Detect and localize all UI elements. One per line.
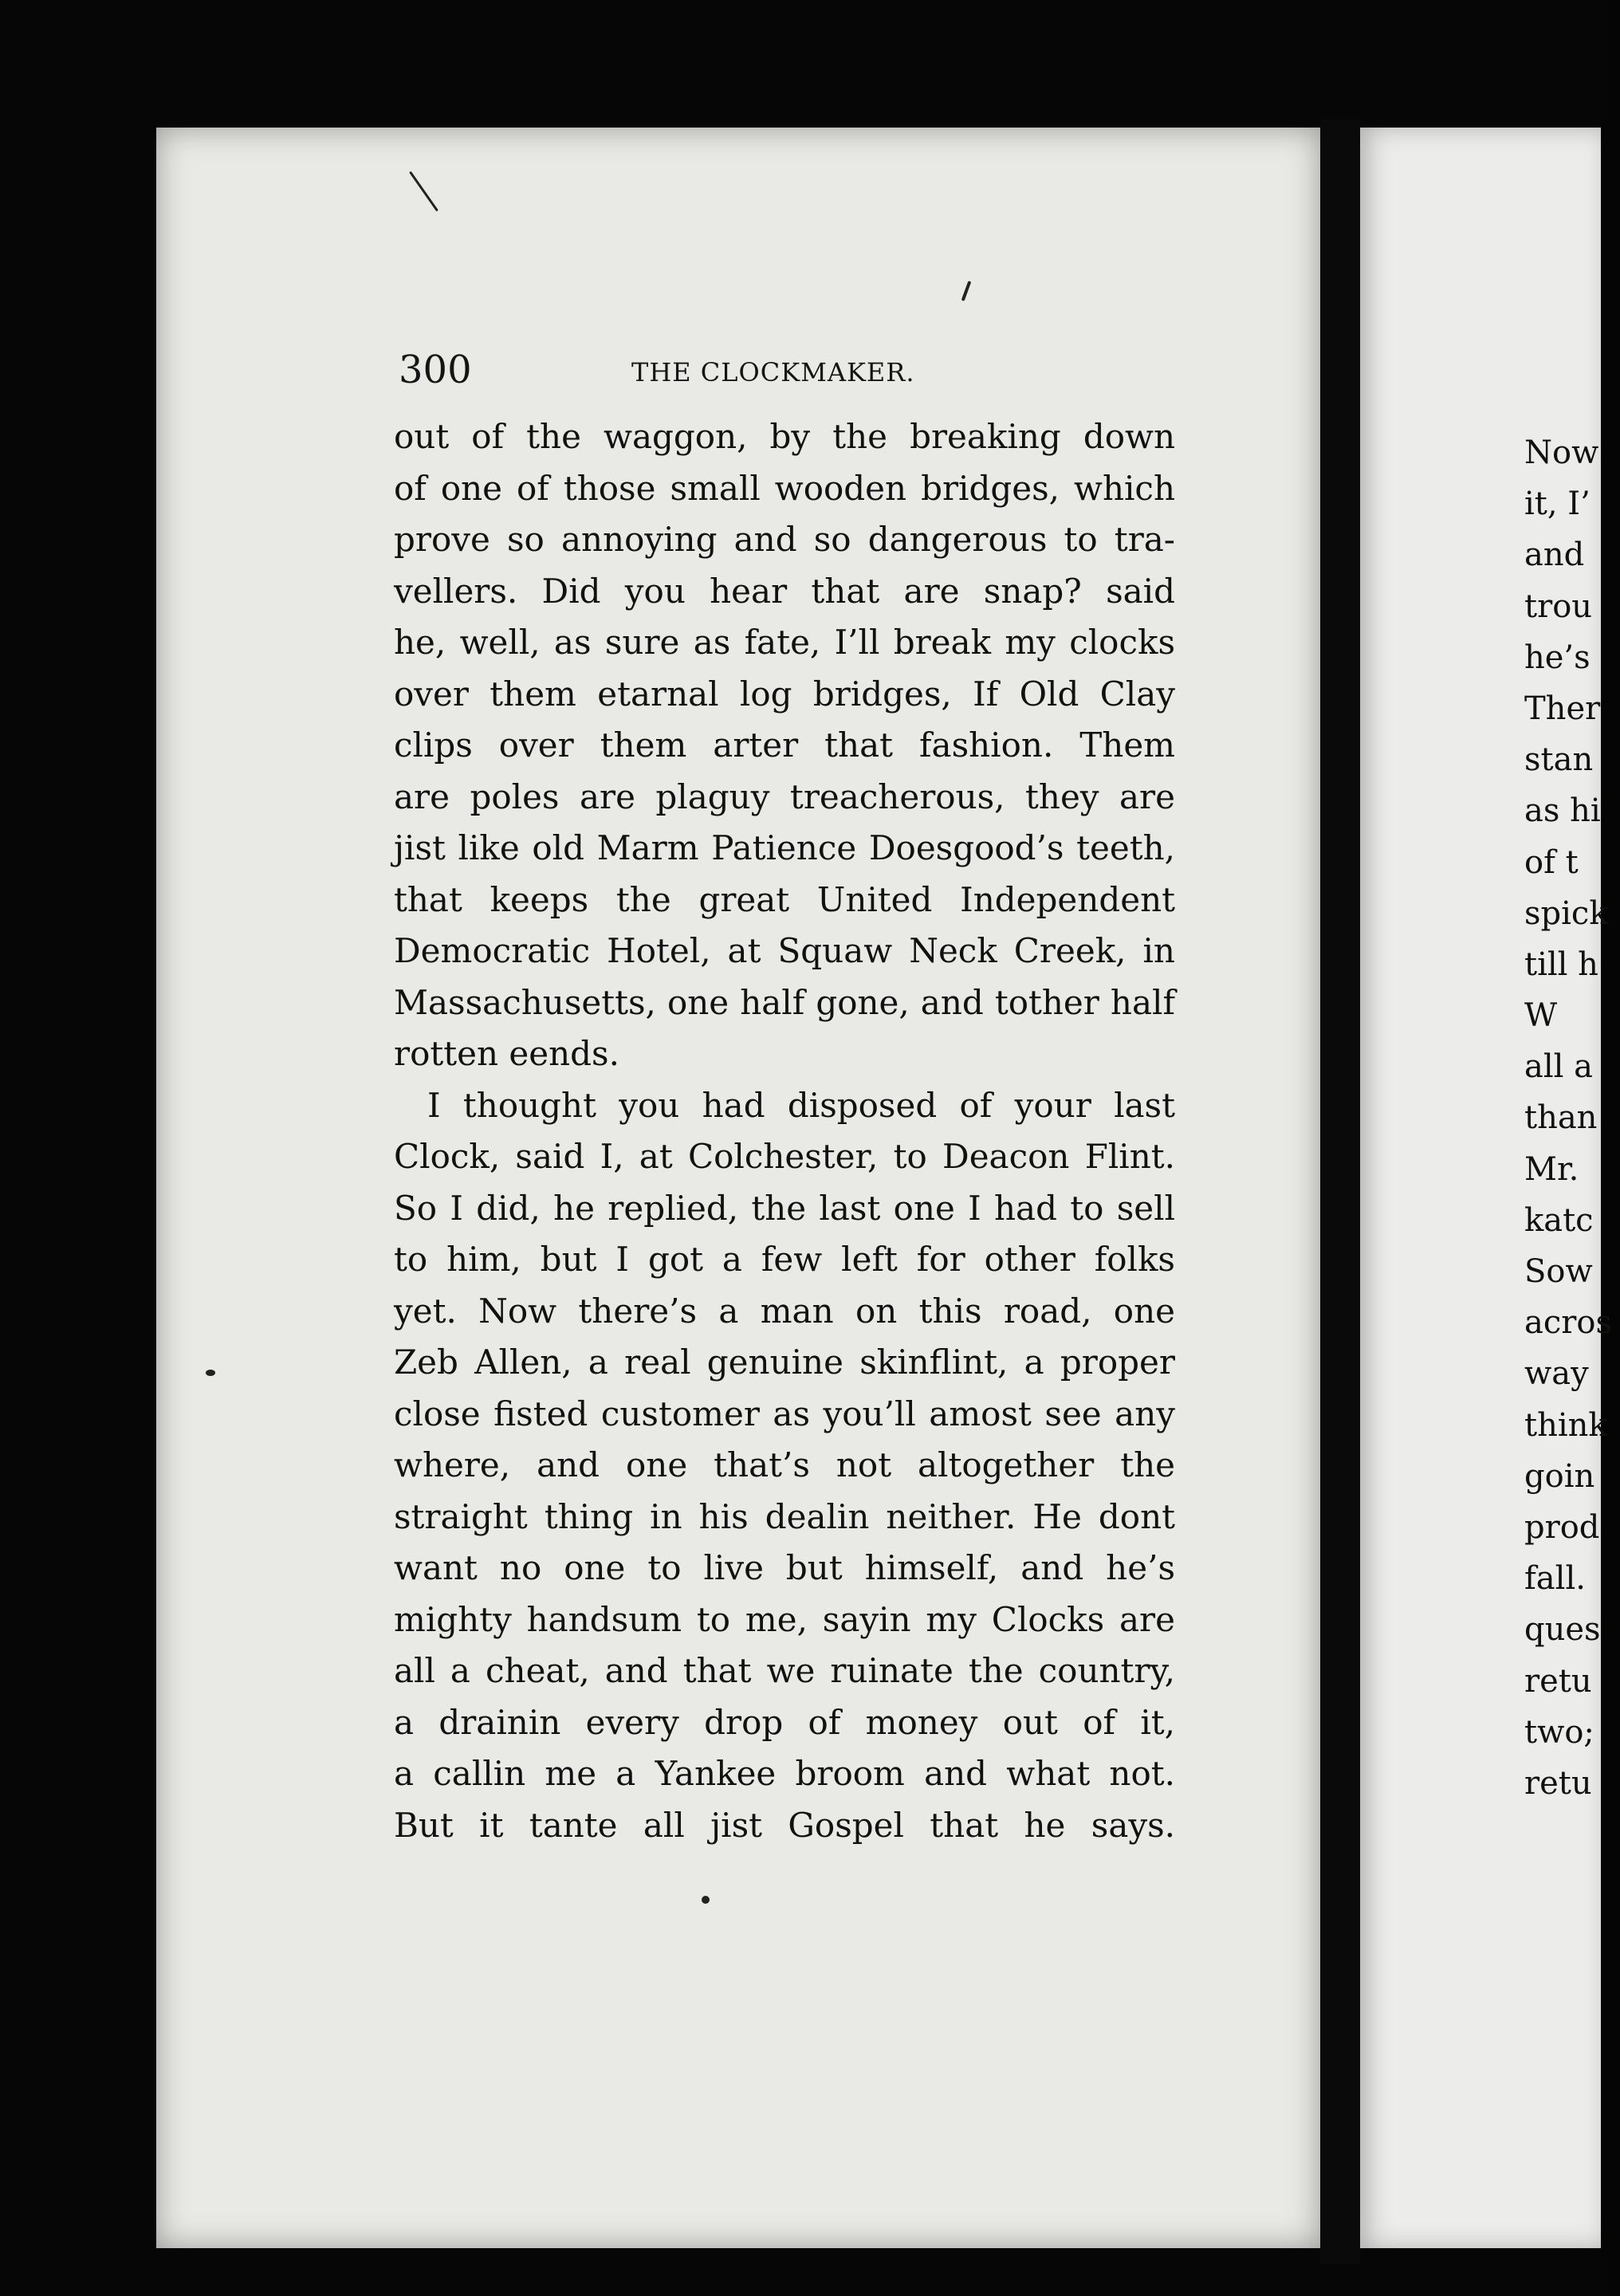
- text-line-fragment: katc: [1524, 1201, 1594, 1239]
- running-head: THE CLOCKMAKER.: [631, 357, 915, 387]
- text-line: prove so annoying and so dangerous to tra-: [394, 520, 1175, 559]
- text-line: jist like old Marm Patience Doesgood’s teeth,: [394, 828, 1175, 867]
- text-line-fragment: retu: [1524, 1764, 1592, 1802]
- scan-speck: [206, 1370, 215, 1376]
- text-line: rotten eends.: [394, 1034, 619, 1073]
- text-line: So I did, he replied, the last one I had to sell: [394, 1188, 1175, 1228]
- text-line: of one of those small wooden bridges, which: [394, 468, 1175, 508]
- text-line: Democratic Hotel, at Squaw Neck Creek, in: [394, 931, 1175, 970]
- text-line-fragment: Ther: [1524, 690, 1601, 727]
- text-line: a drainin every drop of money out of it,: [394, 1702, 1175, 1742]
- text-line-fragment: Now: [1524, 434, 1599, 471]
- book-gutter: [1320, 120, 1360, 2264]
- text-line: But it tante all jist Gospel that he says.: [394, 1805, 1175, 1845]
- text-line: out of the waggon, by the breaking down: [394, 417, 1175, 456]
- text-line: a callin me a Yankee broom and what not.: [394, 1754, 1175, 1793]
- left-page-body-text: [394, 411, 1175, 1851]
- text-line-fragment: he’s: [1524, 639, 1591, 676]
- text-line: want no one to live but himself, and he’s: [394, 1548, 1175, 1587]
- text-line: I thought you had disposed of your last: [427, 1085, 1175, 1125]
- page-number: 300: [399, 348, 472, 392]
- text-line: clips over them arter that fashion. Them: [394, 725, 1175, 765]
- text-line: are poles are plaguy treacherous, they are: [394, 776, 1175, 816]
- text-line-fragment: retu: [1524, 1662, 1592, 1700]
- text-line: yet. Now there’s a man on this road, one: [394, 1291, 1175, 1331]
- text-line-fragment: prod: [1524, 1508, 1600, 1546]
- text-line-fragment: way: [1524, 1355, 1589, 1393]
- text-line-fragment: two;: [1524, 1713, 1594, 1751]
- text-line-fragment: till h: [1524, 946, 1598, 983]
- text-line-fragment: goin: [1524, 1457, 1595, 1495]
- right-page-cropped-text: [1524, 427, 1620, 1809]
- text-line-fragment: acros: [1524, 1304, 1612, 1342]
- text-line: over them etarnal log bridges, If Old Clay: [394, 674, 1175, 714]
- text-line-fragment: stan: [1524, 741, 1594, 779]
- text-line-fragment: and: [1524, 537, 1585, 574]
- text-line: close fisted customer as you’ll amost see any: [394, 1394, 1175, 1433]
- text-line: Zeb Allen, a real genuine skinflint, a proper: [394, 1343, 1175, 1382]
- page-header: [399, 348, 1204, 395]
- text-line: he, well, as sure as fate, I’ll break my clocks: [394, 623, 1175, 662]
- text-line: Massachusetts, one half gone, and tother half: [394, 982, 1175, 1022]
- text-line: all a cheat, and that we ruinate the country,: [394, 1651, 1175, 1690]
- text-line-fragment: trou: [1524, 588, 1593, 625]
- scan-speck: [702, 1896, 710, 1904]
- text-line-fragment: Mr.: [1524, 1150, 1579, 1188]
- text-line-fragment: think: [1524, 1406, 1608, 1444]
- text-line-fragment: fall.: [1524, 1560, 1586, 1598]
- text-line: vellers. Did you hear that are snap? said: [394, 571, 1175, 611]
- text-line-fragment: ques: [1524, 1611, 1601, 1649]
- text-line: Clock, said I, at Colchester, to Deacon Flint.: [394, 1137, 1175, 1176]
- text-line-fragment: of t: [1524, 843, 1579, 881]
- text-line: to him, but I got a few left for other folks: [394, 1240, 1175, 1279]
- text-line-fragment: Sow: [1524, 1253, 1593, 1290]
- text-line-fragment: spick: [1524, 894, 1609, 932]
- text-line-fragment: than: [1524, 1099, 1598, 1137]
- text-line: where, and one that’s not altogether the: [394, 1445, 1175, 1484]
- text-line-fragment: W: [1524, 997, 1558, 1035]
- text-line-fragment: all a: [1524, 1048, 1593, 1086]
- text-line-fragment: as hi: [1524, 792, 1601, 830]
- text-line: that keeps the great United Independent: [394, 879, 1175, 919]
- text-line: straight thing in his dealin neither. He dont: [394, 1496, 1175, 1536]
- text-line-fragment: it, I’: [1524, 486, 1591, 523]
- text-line: mighty handsum to me, sayin my Clocks are: [394, 1599, 1175, 1639]
